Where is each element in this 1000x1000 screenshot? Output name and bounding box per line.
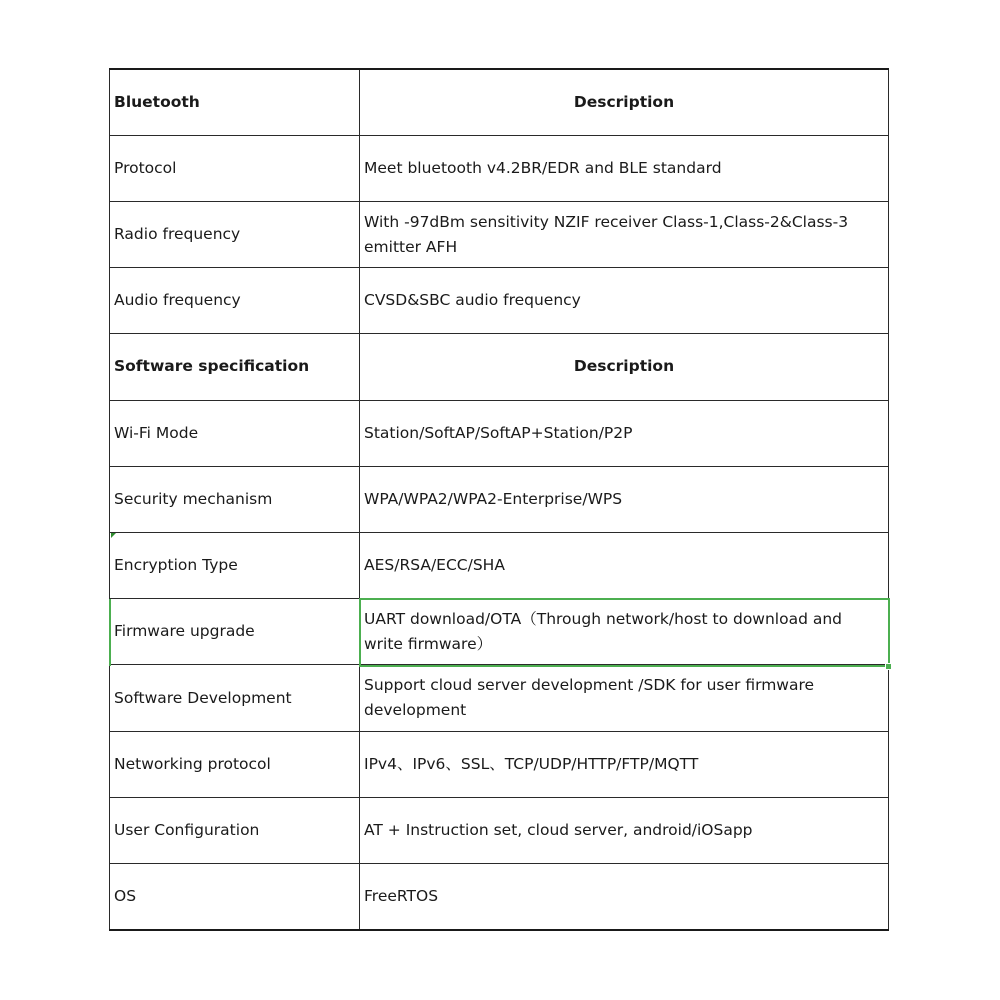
value-cell[interactable]: WPA/WPA2/WPA2-Enterprise/WPS: [360, 466, 889, 532]
label-cell[interactable]: Protocol: [110, 135, 360, 201]
table-row: [110, 466, 889, 532]
value-cell[interactable]: With -97dBm sensitivity NZIF receiver Class-1,Class-2&Class-3 emitter AFH: [360, 201, 889, 267]
value-cell[interactable]: AES/RSA/ECC/SHA: [360, 533, 889, 599]
table-row: [110, 599, 889, 665]
table-row: [110, 797, 889, 863]
value-cell[interactable]: CVSD&SBC audio frequency: [360, 268, 889, 334]
table-header-row: [110, 69, 889, 135]
label-cell[interactable]: Wi-Fi Mode: [110, 400, 360, 466]
table-row: [110, 731, 889, 797]
label-cell[interactable]: OS: [110, 864, 360, 930]
table-row: [110, 864, 889, 930]
row-selection-edge: [109, 599, 111, 666]
header-cell-description[interactable]: Description: [360, 69, 889, 135]
label-cell[interactable]: Firmware upgrade: [110, 599, 360, 665]
header-cell-bluetooth[interactable]: Bluetooth: [110, 69, 360, 135]
table-row: [110, 400, 889, 466]
label-cell[interactable]: Radio frequency: [110, 201, 360, 267]
value-cell[interactable]: Support cloud server development /SDK for user firmware development: [360, 665, 889, 731]
label-cell[interactable]: Software Development: [110, 665, 360, 731]
fill-handle[interactable]: [885, 663, 892, 670]
label-cell[interactable]: User Configuration: [110, 797, 360, 863]
label-cell[interactable]: Audio frequency: [110, 268, 360, 334]
table-row: [110, 665, 889, 731]
table-header-row: [110, 334, 889, 400]
header-cell-software-specification[interactable]: Software specification: [110, 334, 360, 400]
value-cell[interactable]: Meet bluetooth v4.2BR/EDR and BLE standard: [360, 135, 889, 201]
table-row: [110, 201, 889, 267]
value-cell[interactable]: AT + Instruction set, cloud server, android/iOSapp: [360, 797, 889, 863]
table-row: [110, 268, 889, 334]
value-cell[interactable]: IPv4、IPv6、SSL、TCP/UDP/HTTP/FTP/MQTT: [360, 731, 889, 797]
value-cell[interactable]: FreeRTOS: [360, 864, 889, 930]
label-cell[interactable]: Networking protocol: [110, 731, 360, 797]
value-cell[interactable]: Station/SoftAP/SoftAP+Station/P2P: [360, 400, 889, 466]
spec-table: [109, 68, 889, 931]
comment-indicator-icon: [111, 533, 116, 538]
header-cell-description[interactable]: Description: [360, 334, 889, 400]
label-cell[interactable]: Encryption Type: [110, 533, 360, 599]
table-row: [110, 533, 889, 599]
value-cell-selected[interactable]: UART download/OTA（Through network/host to download and write firmware）: [360, 599, 889, 665]
table-row: [110, 135, 889, 201]
label-cell[interactable]: Security mechanism: [110, 466, 360, 532]
